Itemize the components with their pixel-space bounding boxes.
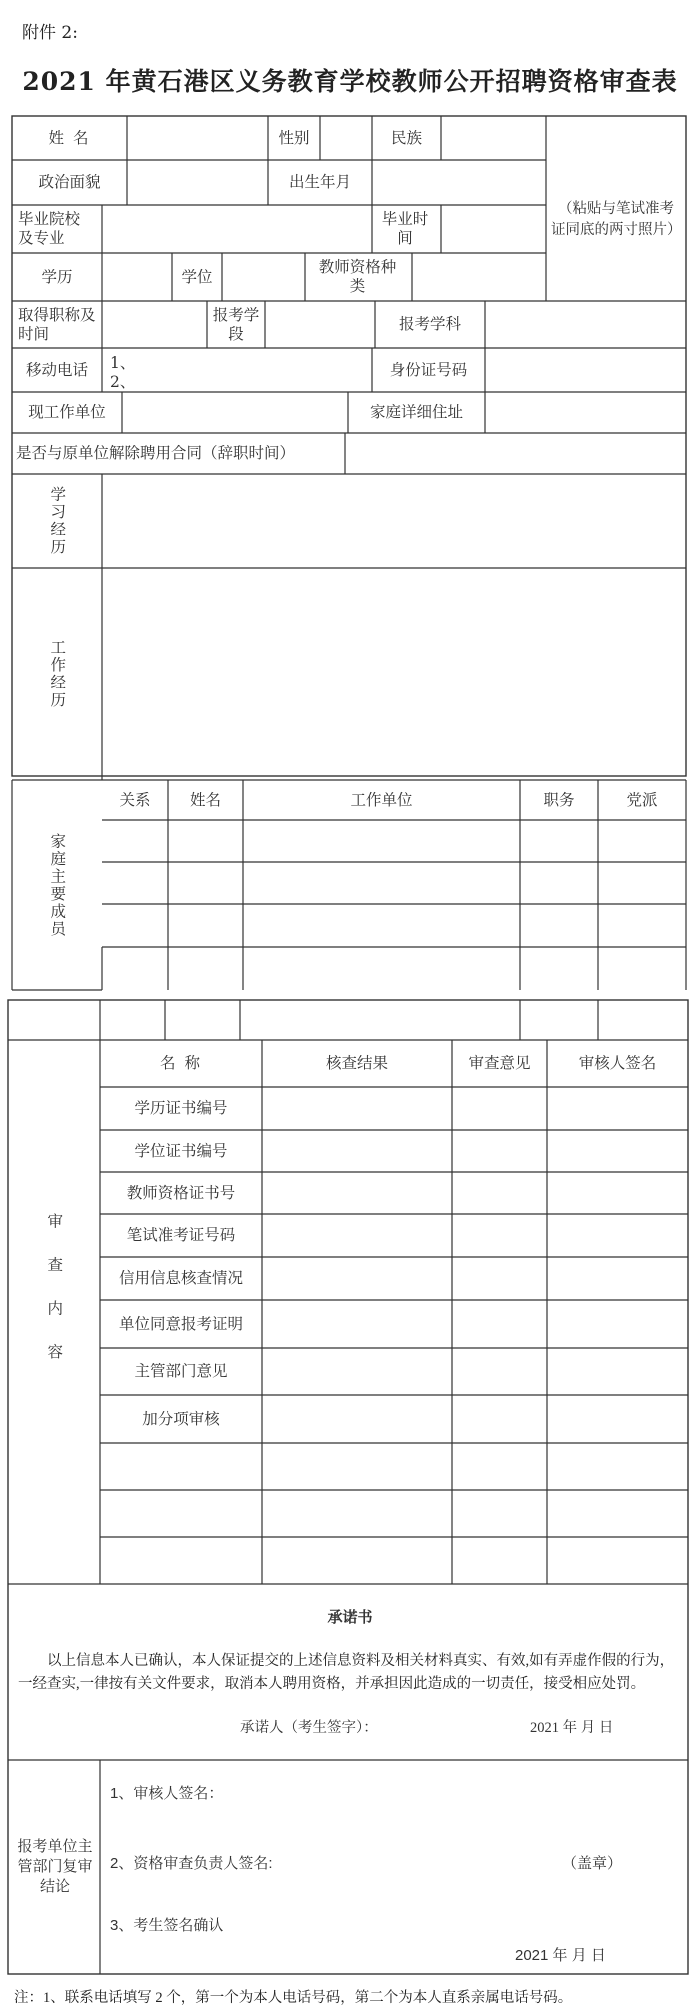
pledge-text: 以上信息本人已确认，本人保证提交的上述信息资料及相关材料真实、有效,如有弄虚作假的行为，一经查实,一律按有关文件要求，取消本人聘用资格，并承担因此造成的一切责任，接受相应处罚。	[18, 1653, 675, 1692]
family-header-employer: 工作单位	[350, 790, 413, 809]
education-label: 学历	[41, 267, 73, 286]
birth-label: 出生年月	[288, 173, 351, 192]
id-number-label: 身份证号码	[389, 360, 468, 379]
review-header-name: 名 称	[160, 1054, 202, 1073]
family-header-name: 姓名	[189, 790, 221, 809]
political-label: 政治面貌	[38, 173, 101, 192]
review-item: 学历证书编号	[134, 1099, 228, 1118]
phone1-field[interactable]: 1、	[110, 354, 136, 372]
pledge-date: 2021 年 月 日	[530, 1720, 614, 1736]
page-title: 2021 年黄石港区义务教育学校教师公开招聘资格审查表	[22, 67, 678, 96]
review-item: 学位证书编号	[134, 1141, 228, 1160]
conclusion-chief-sign: 2、资格审查负责人签名:	[110, 1855, 273, 1872]
family-header-position: 职务	[543, 790, 575, 809]
employer-label: 现工作单位	[28, 403, 106, 422]
work-history-label: 工作经历	[48, 639, 67, 709]
review-header-result: 核查结果	[325, 1054, 388, 1073]
family-label: 家庭主要成员	[48, 832, 67, 938]
review-item: 加分项审核	[142, 1409, 220, 1428]
photo-placeholder[interactable]: （粘贴与笔试准考证同底的两寸照片）	[551, 200, 682, 238]
home-address-label: 家庭详细住址	[369, 403, 463, 422]
mobile-label: 移动电话	[25, 360, 88, 379]
name-label: 姓 名	[48, 128, 91, 147]
apply-stage-label: 报考学段	[212, 305, 260, 343]
review-section-label: 审查内容	[45, 1213, 64, 1387]
review-item: 教师资格证书号	[126, 1183, 236, 1202]
conclusion-reviewer-sign: 1、审核人签名：	[110, 1785, 224, 1802]
cert-type-label: 教师资格种 类	[318, 258, 397, 295]
review-item: 笔试准考证号码	[126, 1226, 236, 1245]
review-header-opinion: 审查意见	[468, 1054, 531, 1073]
contract-label: 是否与原单位解除聘用合同（辞职时间）	[16, 444, 296, 463]
grad-time-label: 毕业时间	[381, 210, 429, 247]
family-header-relation: 关系	[119, 790, 151, 809]
degree-label: 学位	[181, 267, 213, 286]
study-history-label: 学习经历	[48, 486, 67, 556]
conclusion-seal: （盖章）	[562, 1855, 623, 1872]
attachment-label: 附件 2:	[22, 23, 78, 43]
review-item: 单位同意报考证明	[118, 1314, 243, 1333]
conclusion-label: 报考单位主管部门复审结论	[17, 1837, 93, 1896]
review-header-signature: 审核人签名	[578, 1054, 657, 1073]
title-time-label: 取得职称及时间	[18, 305, 96, 343]
pledge-heading: 承诺书	[327, 1609, 373, 1626]
review-item: 主管部门意见	[134, 1362, 228, 1381]
pledge-signer-label: 承诺人（考生签字）：	[240, 1720, 378, 1736]
family-header-party: 党派	[626, 790, 658, 809]
footnote: 注：1、联系电话填写 2 个，第一个为本人电话号码，第二个为本人直系亲属电话号码。	[14, 1990, 573, 2006]
conclusion-date: 2021 年 月 日	[515, 1947, 606, 1964]
apply-subject-label: 报考学科	[398, 315, 461, 334]
school-major-label: 毕业院校及专业	[18, 210, 81, 247]
phone2-field[interactable]: 2、	[110, 373, 136, 391]
gender-label: 性别	[278, 128, 310, 147]
ethnicity-label: 民族	[390, 128, 422, 147]
review-item: 信用信息核查情况	[118, 1269, 243, 1288]
conclusion-candidate-sign: 3、考生签名确认	[110, 1917, 224, 1934]
